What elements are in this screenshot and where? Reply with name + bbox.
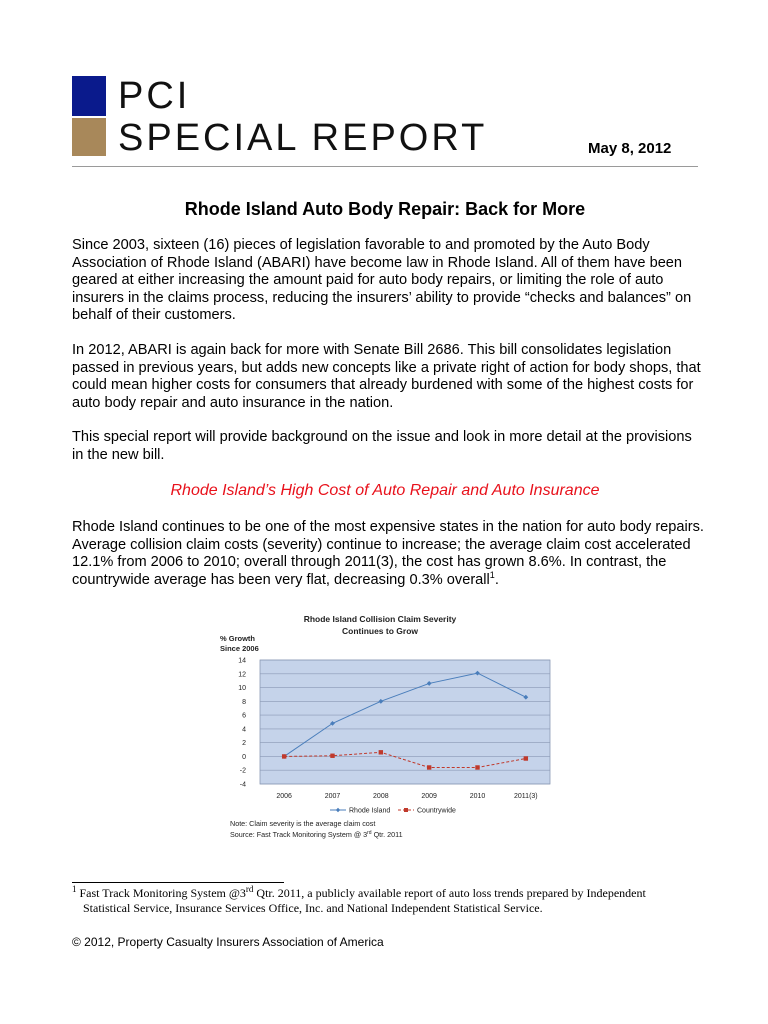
chart-source-prefix: Source: Fast Track Monitoring System @ 3 xyxy=(230,830,368,839)
chart-legend xyxy=(330,808,456,815)
x-tick-label: 2009 xyxy=(421,793,437,800)
brand-name: PCI xyxy=(118,75,191,117)
y-tick-label: -4 xyxy=(239,781,246,789)
y-tick-label: 4 xyxy=(242,726,246,734)
report-date: May 8, 2012 xyxy=(588,140,672,157)
x-tick-label: 2008 xyxy=(373,793,389,800)
footnote-number: 1 xyxy=(72,884,77,894)
y-axis-label-line1: % Growth xyxy=(220,634,255,643)
y-tick-label: 2 xyxy=(242,740,246,748)
logo-tan-block xyxy=(72,118,106,156)
y-tick-label: -2 xyxy=(239,767,246,775)
footnote xyxy=(72,886,712,916)
chart-source-sup: rd xyxy=(367,830,372,836)
legend-label: Rhode Island xyxy=(349,807,391,815)
footnote-text-c: Statistical Service, Insurance Services Office, Inc. and National Independent Statistical Service. xyxy=(83,901,543,915)
footnote-text-a: Fast Track Monitoring System @3 xyxy=(76,886,246,900)
x-tick-label: 2007 xyxy=(324,793,341,800)
footnote-divider xyxy=(72,882,284,883)
data-point-countrywide xyxy=(379,750,383,754)
copyright: © 2012, Property Casualty Insurers Association of America xyxy=(72,935,384,949)
section-heading: Rhode Island’s High Cost of Auto Repair and Auto Insurance xyxy=(170,482,600,499)
data-point-countrywide xyxy=(427,765,431,769)
chart-title-line2: Continues to Grow xyxy=(341,626,419,636)
legend-label: Countrywide xyxy=(417,807,456,815)
y-axis-label-line2: Since 2006 xyxy=(220,644,259,653)
footnote-sup: rd xyxy=(245,884,254,894)
y-tick-label: 12 xyxy=(238,671,246,679)
legend-marker xyxy=(336,808,340,812)
plot-area xyxy=(260,660,550,784)
footnote-ref-marker: 1 xyxy=(489,569,495,580)
data-point-countrywide xyxy=(524,756,528,760)
severity-chart xyxy=(212,612,572,844)
footnote-text-b: Qtr. 2011, a publicly available report of auto loss trends prepared by Independent xyxy=(253,886,646,900)
data-point-countrywide xyxy=(282,754,286,758)
header-divider xyxy=(72,166,698,167)
report-type: SPECIAL REPORT xyxy=(118,117,488,159)
data-point-countrywide xyxy=(475,765,479,769)
y-tick-label: 6 xyxy=(242,712,246,720)
legend-marker xyxy=(404,808,408,812)
data-point-countrywide xyxy=(330,754,334,758)
paragraph-4-text: Rhode Island continues to be one of the most expensive states in the nation for auto body repairs. Average collision claim costs (severity) continue to increase; the average claim cost accelerated 12.1% from 2006 to 2010; overall through 2011(3), the cost has grown 8.6%. In contrast, the countrywide average has been very flat, decreasing 0.3% overall xyxy=(72,519,704,588)
chart-source-suffix: Qtr. 2011 xyxy=(371,830,403,839)
y-axis-ticks xyxy=(238,658,246,789)
x-tick-label: 2006 xyxy=(276,793,292,800)
chart-source xyxy=(230,830,403,839)
logo-blue-block xyxy=(72,76,106,116)
x-tick-label: 2011(3) xyxy=(514,793,538,800)
paragraph-3: This special report will provide background on the issue and look in more detail at the provisions in the new bill. xyxy=(72,429,692,463)
x-axis-ticks xyxy=(276,793,537,800)
paragraph-2: In 2012, ABARI is again back for more with Senate Bill 2686. This bill consolidates legislation passed in previous years, but adds new concepts like a private right of action for body shops, that could mean higher costs for consumers that already burdened with some of the highest costs for auto body repair and auto insurance in the nation. xyxy=(72,342,701,411)
paragraph-1: Since 2003, sixteen (16) pieces of legislation favorable to and promoted by the Auto Body Association of Rhode Island (ABARI) have become law in Rhode Island. All of them have been geared at either increasing the amount paid for auto body repairs, or limiting the role of auto insurers in the claims process, reducing the insurers’ ability to provide “checks and balances” on behalf of their customers. xyxy=(72,237,692,323)
x-tick-label: 2010 xyxy=(469,793,486,800)
y-tick-label: 14 xyxy=(238,657,246,665)
chart-note: Note: Claim severity is the average claim cost xyxy=(230,819,376,828)
paragraph-4 xyxy=(72,519,704,589)
y-tick-label: 8 xyxy=(242,698,246,706)
chart-title-line1: Rhode Island Collision Claim Severity xyxy=(303,614,457,624)
y-tick-label: 0 xyxy=(242,753,246,761)
page-title: Rhode Island Auto Body Repair: Back for More xyxy=(184,199,586,219)
paragraph-4-end: . xyxy=(494,571,499,588)
y-tick-label: 10 xyxy=(238,685,246,693)
